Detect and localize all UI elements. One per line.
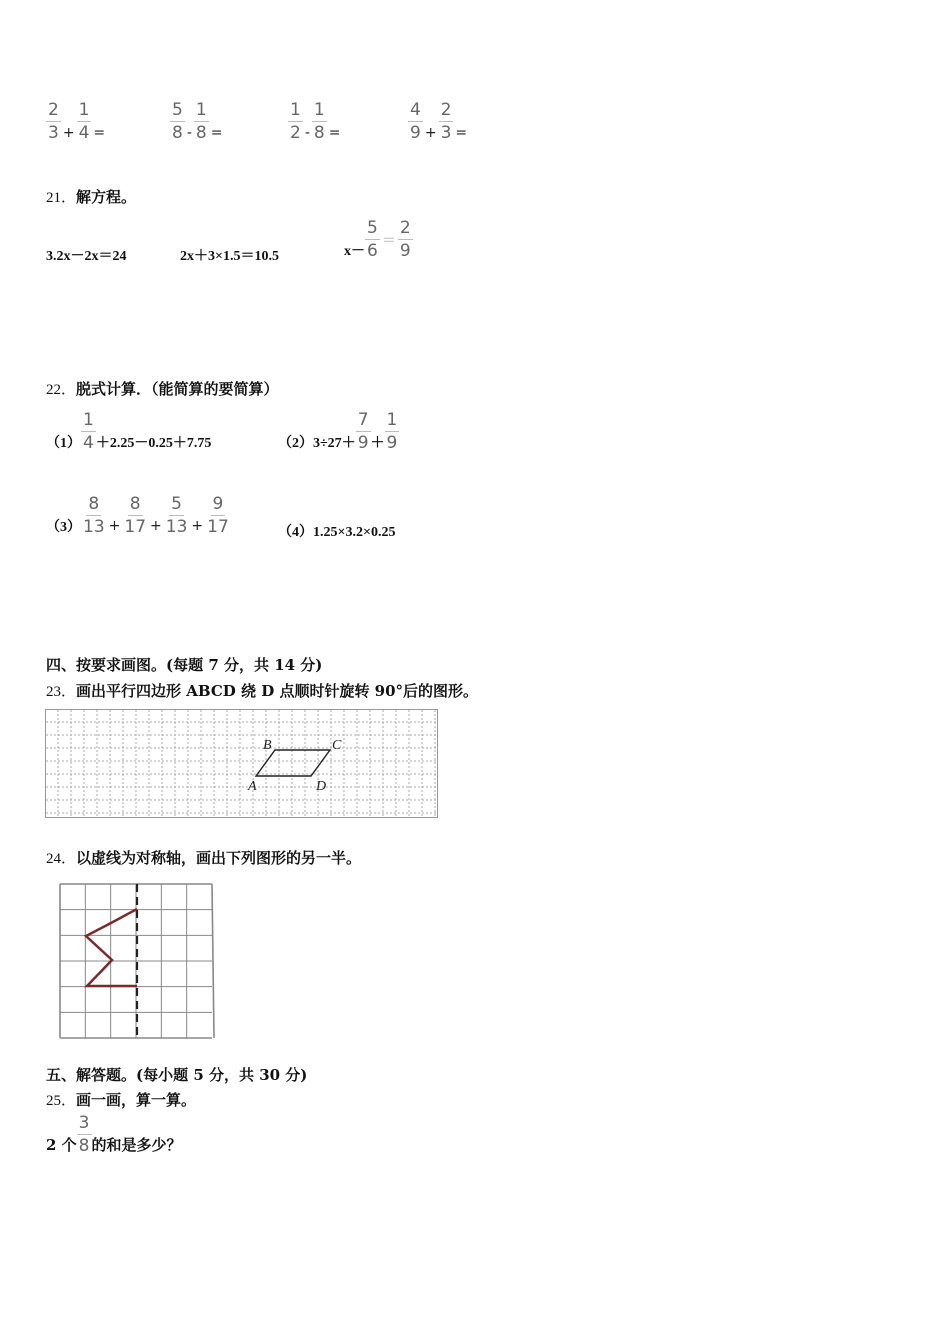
- fraction: $\frac{7}{9}$: [357, 410, 369, 454]
- question-24-title: 24．以虚线为对称轴，画出下列图形的另一半。: [46, 849, 362, 867]
- equation-3: x－ $\frac{5}{6}$ ＝ $\frac{2}{9}$: [344, 218, 411, 262]
- question-23-title: 23．画出平行四边形 ABCD 绕 D 点顺时针旋转 90°后的图形。: [46, 682, 479, 700]
- fraction: $\frac{1}{9}$: [386, 410, 398, 454]
- fraction-exercise-1: $\frac{2}{3}$ + $\frac{1}{4}$ =: [48, 100, 106, 144]
- vertex-label-a: A: [248, 779, 257, 794]
- fraction: $\frac{1}{8}$: [313, 100, 325, 144]
- fraction: $\frac{1}{4}$: [78, 100, 90, 144]
- half-figure: [86, 909, 137, 986]
- fraction: $\frac{3}{8}$: [78, 1113, 90, 1157]
- grid-line: [212, 884, 214, 1038]
- calc-problem-4: （4）1.25×3.2×0.25: [278, 525, 396, 540]
- fraction: $\frac{8}{17}$: [124, 494, 147, 538]
- section-5-heading: 五、解答题。(每小题 5 分，共 30 分): [46, 1066, 308, 1084]
- rotation-grid: [45, 709, 439, 819]
- vertex-label-c: C: [332, 738, 342, 753]
- calc-problem-3: （3） $\frac{8}{13}$ + $\frac{8}{17}$ + $\frac{5}{13}$ + $\frac{9}{17}$: [46, 494, 229, 538]
- fraction: $\frac{9}{17}$: [207, 494, 229, 538]
- equation-2: 2x＋3×1.5＝10.5: [180, 249, 279, 264]
- fraction: $\frac{1}{8}$: [195, 100, 207, 144]
- question-25-prompt: 2 个 $\frac{3}{8}$ 的和是多少？: [46, 1113, 182, 1157]
- fraction: $\frac{2}{3}$: [440, 100, 452, 144]
- vertex-label-b: B: [263, 738, 272, 753]
- fraction-exercise-4: $\frac{4}{9}$ + $\frac{2}{3}$ =: [410, 100, 468, 144]
- calc-problem-1: （1） $\frac{1}{4}$ ＋2.25－0.25＋7.75: [46, 410, 212, 454]
- fraction-exercise-2: $\frac{5}{8}$ - $\frac{1}{8}$ =: [172, 100, 223, 144]
- fraction: $\frac{2}{9}$: [399, 218, 411, 262]
- fraction: $\frac{1}{2}$: [290, 100, 301, 144]
- fraction: $\frac{5}{13}$: [165, 494, 188, 538]
- section-4-heading: 四、按要求画图。(每题 7 分，共 14 分): [46, 656, 323, 674]
- fraction: $\frac{5}{8}$: [172, 100, 183, 144]
- question-22-title: 22．脱式计算．（能简算的要简算）: [46, 380, 279, 398]
- fraction-exercise-3: $\frac{1}{2}$ - $\frac{1}{8}$ =: [290, 100, 341, 144]
- question-25-title: 25．画一画，算一算。: [46, 1091, 197, 1109]
- equation-1: 3.2x－2x＝24: [46, 249, 127, 264]
- question-21-title: 21．解方程。: [46, 188, 137, 206]
- fraction: $\frac{5}{6}$: [367, 218, 378, 262]
- calc-problem-2: （2）3÷27＋ $\frac{7}{9}$ ＋ $\frac{1}{9}$: [278, 410, 398, 454]
- fraction: $\frac{8}{13}$: [83, 494, 105, 538]
- fraction: $\frac{2}{3}$: [48, 100, 59, 144]
- fraction: $\frac{4}{9}$: [410, 100, 421, 144]
- symmetry-grid: [58, 882, 218, 1040]
- vertex-label-d: D: [316, 779, 327, 794]
- fraction: $\frac{1}{4}$: [83, 410, 94, 454]
